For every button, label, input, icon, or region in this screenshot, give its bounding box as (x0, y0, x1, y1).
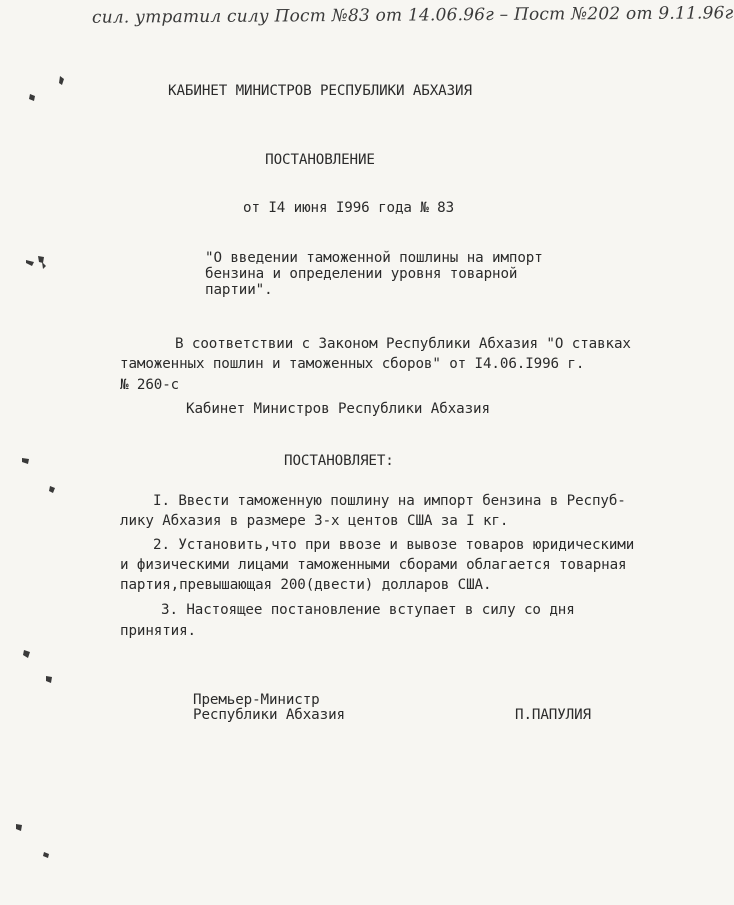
item-3-line-1: 3. Настоящее постановление вступает в силу со дня (161, 602, 575, 618)
document-type-heading: ПОСТАНОВЛЕНИЕ (265, 152, 375, 168)
item-1-line-1: I. Ввести таможенную пошлину на импорт бензина в Респуб- (153, 493, 626, 509)
signature-title-line-2: Республики Абхазия (193, 707, 345, 723)
organization-heading: КАБИНЕТ МИНИСТРОВ РЕСПУБЛИКИ АБХАЗИЯ (168, 83, 472, 99)
preamble-line-1: В соответствии с Законом Республики Абхазия "О ставках (175, 336, 631, 352)
scan-mark (42, 262, 46, 269)
item-2-line-1: 2. Установить,что при ввозе и вывозе товаров юридическими (153, 537, 635, 553)
scan-mark (26, 260, 34, 266)
item-3-line-2: принятия. (120, 623, 196, 639)
issuer: Кабинет Министров Республики Абхазия (186, 401, 490, 417)
handwritten-annotation: сил. утратил силу Пост №83 от 14.06.96г – Пост №202 от 9.11.96г (91, 3, 734, 28)
scan-mark (38, 256, 44, 263)
scan-mark (23, 650, 30, 658)
scan-mark (22, 458, 29, 464)
scan-mark (49, 486, 55, 493)
scan-mark (43, 852, 49, 858)
subject-line-1: "О введении таможенной пошлины на импорт (205, 250, 543, 266)
item-1-line-2: лику Абхазия в размере 3-х центов США за I кг. (120, 513, 509, 529)
date-and-number: от I4 июня I996 года № 83 (243, 200, 455, 216)
scan-mark (59, 76, 64, 85)
preamble-line-2: таможенных пошлин и таможенных сборов" от I4.06.I996 г. (120, 356, 585, 372)
item-2-line-2: и физическими лицами таможенными сборами облагается товарная (120, 557, 627, 573)
item-2-line-3: партия,превышающая 200(двести) долларов США. (120, 577, 492, 593)
scan-mark (46, 676, 52, 683)
scan-mark (16, 824, 22, 831)
signature-title-line-1: Премьер-Министр (193, 692, 320, 708)
subject-line-2: бензина и определении уровня товарной (205, 266, 518, 282)
resolves-heading: ПОСТАНОВЛЯЕТ: (284, 453, 394, 469)
subject-line-3: партии". (205, 282, 273, 298)
preamble-line-3: № 260-с (120, 377, 180, 393)
scan-mark (29, 94, 35, 101)
signatory-name: П.ПАПУЛИЯ (515, 707, 591, 723)
